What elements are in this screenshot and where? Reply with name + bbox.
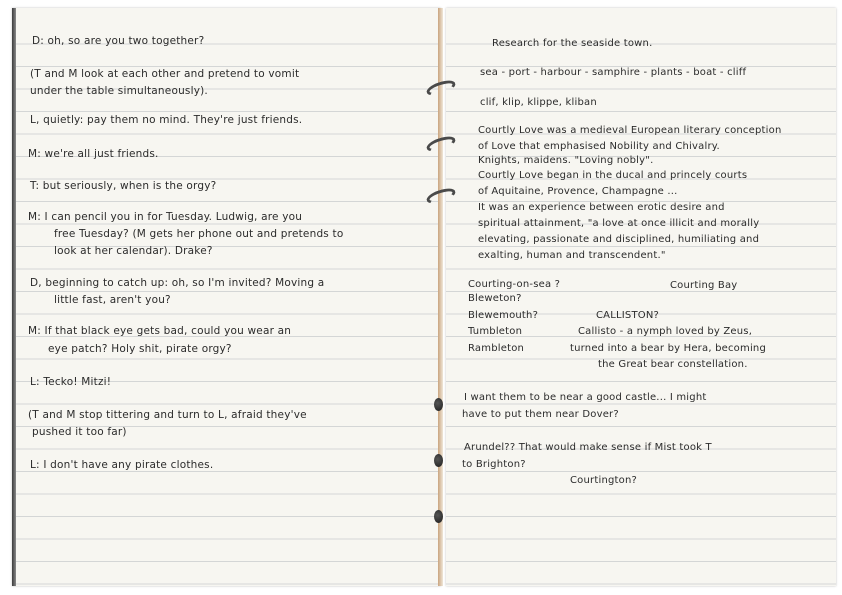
research-line: Callisto - a nymph loved by Zeus, xyxy=(578,326,753,337)
research-line: CALLISTON? xyxy=(596,310,660,321)
research-line: elevating, passionate and disciplined, humiliating and xyxy=(478,234,760,245)
research-line: of Love that emphasised Nobility and Chivalry. xyxy=(478,141,720,152)
punch-hole xyxy=(434,454,443,467)
notebook-page-right xyxy=(446,8,836,586)
research-line: sea - port - harbour - samphire - plants - boat - cliff xyxy=(480,67,747,78)
research-line: Blewemouth? xyxy=(468,310,539,321)
punch-hole xyxy=(434,398,443,411)
script-line: look at her calendar). Drake? xyxy=(54,245,213,257)
research-line: I want them to be near a good castle... I might xyxy=(464,392,707,403)
notebook-page-left xyxy=(12,8,441,586)
research-line: turned into a bear by Hera, becoming xyxy=(570,343,767,354)
research-line: Courtly Love was a medieval European literary conception xyxy=(478,125,782,136)
research-line: Rambleton xyxy=(468,343,525,354)
punch-hole xyxy=(434,510,443,523)
research-line: Bleweton? xyxy=(468,293,522,304)
script-line: D: oh, so are you two together? xyxy=(32,35,205,47)
script-line: M: If that black eye gets bad, could you wear an xyxy=(28,325,292,337)
script-line: T: but seriously, when is the orgy? xyxy=(30,180,217,192)
research-line: Courtly Love began in the ducal and princely courts xyxy=(478,170,748,181)
research-line: It was an experience between erotic desire and xyxy=(478,202,725,213)
script-line: little fast, aren't you? xyxy=(54,294,171,306)
script-line: M: I can pencil you in for Tuesday. Ludwig, are you xyxy=(28,211,303,223)
script-line: (T and M stop tittering and turn to L, afraid they've xyxy=(28,409,307,421)
research-line: Arundel?? That would make sense if Mist took T xyxy=(464,442,712,453)
research-line: Courting Bay xyxy=(670,280,738,291)
research-line: Research for the seaside town. xyxy=(492,38,653,49)
script-line: pushed it too far) xyxy=(32,426,127,438)
script-line: free Tuesday? (M gets her phone out and pretends to xyxy=(54,228,344,240)
script-line: L, quietly: pay them no mind. They're just friends. xyxy=(30,114,303,126)
research-line: the Great bear constellation. xyxy=(598,359,748,370)
research-line: of Aquitaine, Provence, Champagne ... xyxy=(478,186,678,197)
research-line: exalting, human and transcendent." xyxy=(478,250,666,261)
script-line: L: Tecko! Mitzi! xyxy=(30,376,112,388)
research-line: to Brighton? xyxy=(462,459,526,470)
research-line: Knights, maidens. "Loving nobly". xyxy=(478,155,654,166)
script-line: M: we're all just friends. xyxy=(28,148,159,160)
script-line: (T and M look at each other and pretend to vomit xyxy=(30,68,300,80)
research-line: clif, klip, klippe, kliban xyxy=(480,97,597,108)
script-line: under the table simultaneously). xyxy=(30,85,208,97)
research-line: Courtington? xyxy=(570,475,638,486)
research-line: Courting-on-sea ? xyxy=(468,279,561,290)
script-line: L: I don't have any pirate clothes. xyxy=(30,459,214,471)
research-line: Tumbleton xyxy=(468,326,523,337)
research-line: have to put them near Dover? xyxy=(462,409,619,420)
script-line: D, beginning to catch up: oh, so I'm invited? Moving a xyxy=(30,277,325,289)
research-line: spiritual attainment, "a love at once illicit and morally xyxy=(478,218,760,229)
script-line: eye patch? Holy shit, pirate orgy? xyxy=(48,343,232,355)
